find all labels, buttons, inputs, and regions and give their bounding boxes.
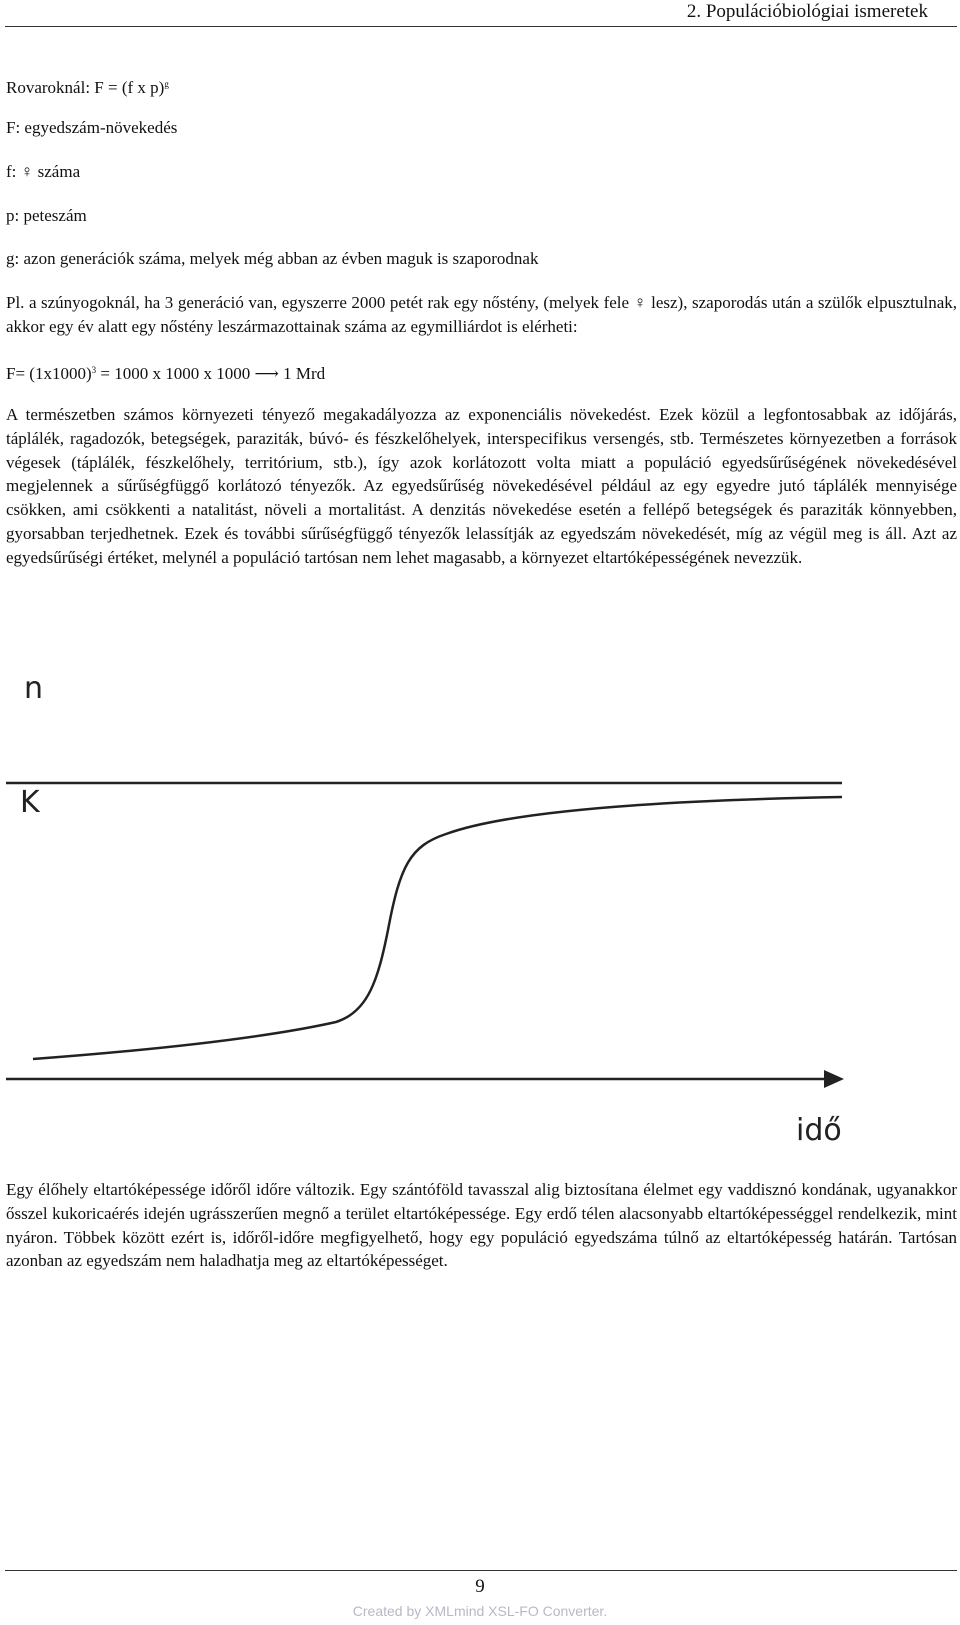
- calc-exponent: 3: [91, 365, 97, 375]
- example-calculation: [6, 359, 325, 385]
- header-rule: [5, 26, 957, 27]
- formula-main: [6, 73, 169, 99]
- paragraph-carrying-capacity: Egy élőhely eltartóképessége időről időre változik. Egy szántóföld tavasszal alig biztosítana élelmet egy vaddisznó kondának, ugyanakkor ősszel kukoricaérés idején ugrásszerűen megnő a terület eltartóképessége. Egy erdő télen alacsonyabb eltartóképességgel rendelkezik, mint nyáron. Többek között ezért is, időről-időre megfigyelhető, hogy egy populáció egyedszáma túlnő az eltartóképesség határán. Tartósan azonban az egyedszám nem haladhatja meg az eltartóképességet.: [6, 1180, 957, 1271]
- x-axis-arrow-icon: [824, 1070, 844, 1088]
- formula-main-text: Rovaroknál: F = (f x p): [6, 78, 165, 97]
- calc-suffix: = 1000 x 1000 x 1000 ⟶ 1 Mrd: [96, 364, 326, 383]
- formula-def-g: g: azon generációk száma, melyek még abban az évben maguk is szaporodnak: [6, 249, 539, 268]
- footer-rule: [5, 1570, 957, 1571]
- converter-credit: Created by XMLmind XSL-FO Converter.: [352, 1603, 608, 1619]
- y-axis-label: n: [24, 671, 44, 706]
- running-head: 2. Populációbiológiai ismeretek: [686, 1, 928, 22]
- k-label: K: [20, 785, 40, 820]
- logistic-growth-graph: [6, 660, 946, 1160]
- calc-prefix: F= (1x1000): [6, 364, 92, 383]
- paragraph-limiting-factors: A természetben számos környezeti tényező megakadályozza az exponenciális növekedést. Ezek közül a legfontosabbak az időjárás, táplálék, ragadozók, betegségek, paraziták, búvó- és fészkelőhelyek, interspecifikus versengés, stb. Természetes környezetben a források végesek (táplálék, fészkelőhely, territórium, stb.), így azok korlátozott volta miatt a populáció egyedsűrűségének növekedésével megjelennek a sűrűségfüggő korlátozó tényezők. Az egyedsűrűség növekedésével például az egy egyedre jutó táplálék mennyisége csökken, ami csökkenti a natalitást, növeli a mortalitást. A denzitás növekedése esetén a fellépő betegségek és paraziták könnyebben, gyorsabban terjedhetnek. Ezek és további sűrűségfüggő tényezők lelassítják az egyedszám növekedését, míg az végül meg is áll. Azt az egyedsűrűségi értéket, melynél a populáció tartósan nem lehet magasabb, a környezet eltartóképességének nevezzük.: [6, 405, 957, 567]
- growth-curve: [33, 797, 842, 1059]
- formula-main-exponent: g: [164, 79, 169, 89]
- formula-def-p: p: peteszám: [6, 206, 87, 225]
- x-axis-label: idő: [796, 1113, 842, 1148]
- page-number: 9: [475, 1576, 485, 1597]
- formula-def-F: F: egyedszám-növekedés: [6, 118, 178, 137]
- example-paragraph: Pl. a szúnyogoknál, ha 3 generáció van, egyszerre 2000 petét rak egy nőstény, (melyek fele ♀ lesz), szaporodás után a szülők elpusztulnak, akkor egy év alatt egy nőstény leszármazottainak száma az egymilliárdot is elérheti:: [6, 293, 957, 336]
- formula-def-f: f: ♀ száma: [6, 162, 81, 181]
